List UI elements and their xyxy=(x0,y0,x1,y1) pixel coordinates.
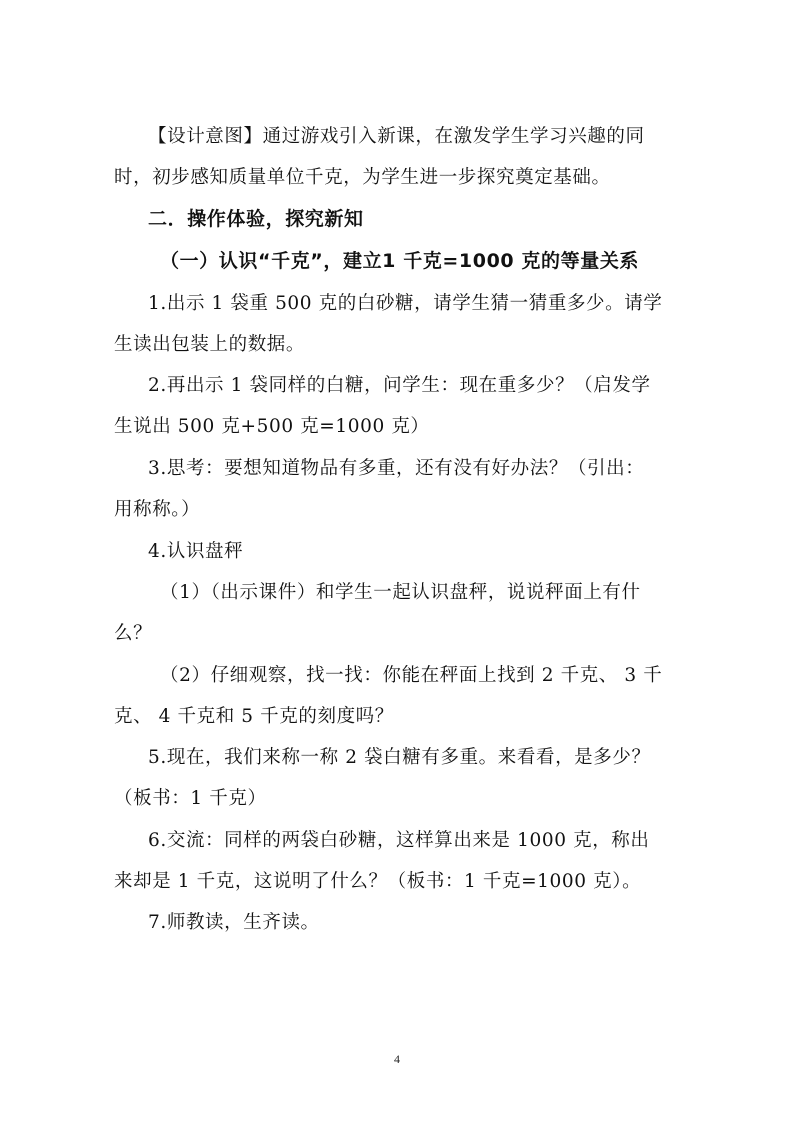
section-two-title: 二．操作体验，探究新知 xyxy=(148,208,364,230)
step-3-line-1: 3.思考：要想知道物品有多重，还有没有好办法？（引出： xyxy=(148,458,645,479)
step-3-line-2: 用称称。） xyxy=(114,499,201,520)
design-intent-line-2: 时，初步感知质量单位千克，为学生进一步探究奠定基础。 xyxy=(114,167,611,188)
step-5-line-2: （板书：1 千克） xyxy=(114,788,267,809)
design-intent-line-1: 【设计意图】通过游戏引入新课，在激发学生学习兴趣的同 xyxy=(148,126,645,147)
step-5-line-1: 5.现在，我们来称一称 2 袋白糖有多重。来看看，是多少？ xyxy=(148,747,651,768)
step-4-sub-2-line-2: 克、 4 千克和 5 千克的刻度吗？ xyxy=(114,706,394,727)
step-4-sub-2-line-1: （2）仔细观察，找一找：你能在秤面上找到 2 千克、 3 千 xyxy=(160,665,663,686)
step-4-sub-1-line-1: （1）（出示课件）和学生一起认识盘秤，说说秤面上有什 xyxy=(160,582,641,603)
step-2-line-2: 生说出 500 克+500 克=1000 克） xyxy=(114,416,430,437)
step-6-line-2: 来却是 1 千克，这说明了什么？（板书：1 千克=1000 克）。 xyxy=(114,871,642,892)
step-1-line-1: 1.出示 1 袋重 500 克的白砂糖，请学生猜一猜重多少。请学 xyxy=(148,293,663,314)
step-7: 7.师教读，生齐读。 xyxy=(148,912,320,933)
step-6-line-1: 6.交流：同样的两袋白砂糖，这样算出来是 1000 克，称出 xyxy=(148,830,650,851)
step-4-sub-1-line-2: 么？ xyxy=(114,623,153,644)
step-1-line-2: 生读出包装上的数据。 xyxy=(114,334,306,355)
step-4-title: 4.认识盘秤 xyxy=(148,541,244,562)
subsection-one-title: （一）认识“千克”，建立1 千克=1000 克的等量关系 xyxy=(160,250,640,272)
step-2-line-1: 2.再出示 1 袋同样的白糖，问学生：现在重多少？（启发学 xyxy=(148,375,651,396)
page-number: 4 xyxy=(394,1052,400,1066)
